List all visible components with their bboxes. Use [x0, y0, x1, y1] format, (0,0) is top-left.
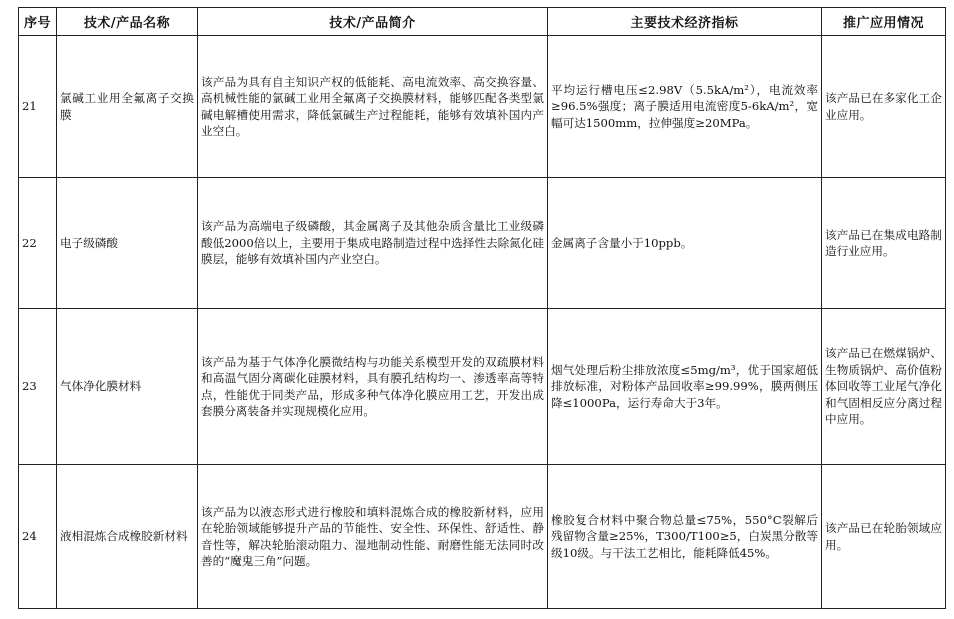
- row-num: 23: [19, 309, 57, 465]
- row-application: 该产品已在轮胎领域应用。: [822, 465, 946, 609]
- row-indicators: 橡胶复合材料中聚合物总量≤75%，550°C裂解后残留物含量≥25%，T300/T100≥5，白炭黑分散等级10级。与干法工艺相比，能耗降低45%。: [548, 465, 822, 609]
- row-application: 该产品已在集成电路制造行业应用。: [822, 178, 946, 309]
- row-desc: 该产品为以液态形式进行橡胶和填料混炼合成的橡胶新材料，应用在轮胎领域能够提升产品的节能性、安全性、环保性、舒适性、静音性等，解决轮胎滚动阻力、湿地制动性能、耐磨性能无法同时改善的“魔鬼三角”问题。: [198, 465, 548, 609]
- header-desc: 技术/产品简介: [198, 8, 548, 36]
- row-name: 气体净化膜材料: [57, 309, 198, 465]
- row-desc: 该产品为高端电子级磷酸，其金属离子及其他杂质含量比工业级磷酸低2000倍以上，主要用于集成电路制造过程中选择性去除氮化硅膜层，能够有效填补国内产业空白。: [198, 178, 548, 309]
- row-desc: 该产品为基于气体净化膜微结构与功能关系模型开发的双疏膜材料和高温气固分离碳化硅膜材料，具有膜孔结构均一、渗透率高等特点，性能优于同类产品，形成多种气体净化膜应用工艺，开发出成套膜分离装备并实现规模化应用。: [198, 309, 548, 465]
- table-header-row: [19, 8, 946, 36]
- header-indicators: 主要技术经济指标: [548, 8, 822, 36]
- row-num: 22: [19, 178, 57, 309]
- table-row: [19, 309, 946, 465]
- row-num: 21: [19, 36, 57, 178]
- technology-table: [18, 7, 946, 609]
- row-name: 电子级磷酸: [57, 178, 198, 309]
- row-indicators: 平均运行槽电压≤2.98V（5.5kA/m²），电流效率≥96.5%强度；离子膜适用电流密度5-6kA/m²，宽幅可达1500mm，拉伸强度≥20MPa。: [548, 36, 822, 178]
- row-name: 液相混炼合成橡胶新材料: [57, 465, 198, 609]
- table-row: [19, 178, 946, 309]
- table-row: [19, 465, 946, 609]
- header-num: 序号: [19, 8, 57, 36]
- table-row: [19, 36, 946, 178]
- row-indicators: 金属离子含量小于10ppb。: [548, 178, 822, 309]
- row-num: 24: [19, 465, 57, 609]
- header-application: 推广应用情况: [822, 8, 946, 36]
- row-application: 该产品已在燃煤锅炉、生物质锅炉、高价值粉体回收等工业尾气净化和气固相反应分离过程中应用。: [822, 309, 946, 465]
- row-application: 该产品已在多家化工企业应用。: [822, 36, 946, 178]
- row-indicators: 烟气处理后粉尘排放浓度≤5mg/m³，优于国家超低排放标准，对粉体产品回收率≥99.99%，膜两侧压降≤1000Pa，运行寿命大于3年。: [548, 309, 822, 465]
- row-name: 氯碱工业用全氟离子交换膜: [57, 36, 198, 178]
- row-desc: 该产品为具有自主知识产权的低能耗、高电流效率、高交换容量、高机械性能的氯碱工业用全氟离子交换膜材料，能够匹配各类型氯碱电解槽使用需求，降低氯碱生产过程能耗，能够有效填补国内产业空白。: [198, 36, 548, 178]
- header-name: 技术/产品名称: [57, 8, 198, 36]
